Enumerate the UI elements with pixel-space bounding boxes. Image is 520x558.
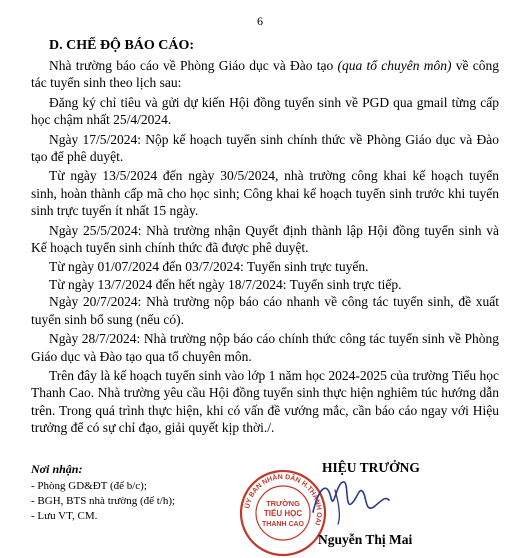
paragraph-public-plan: Từ ngày 13/5/2024 đến ngày 30/5/2024, nhà trường công khai kế hoạch tuyển sinh, hoàn thành cấp mã cho học sinh; Công khai kế hoạch tuyển sinh trước khi tuyển sinh trực tuyến ít nhất 15 ngày. [31, 168, 499, 219]
recipient-item: - Lưu VT, CM. [31, 510, 98, 522]
paragraph-direct-enrollment: Từ ngày 13/7/2024 đến hết ngày 18/7/2024: Tuyển sinh trực tiếp. [49, 276, 402, 292]
body-text [31, 57, 499, 439]
paragraph-decision: Ngày 25/5/2024: Nhà trường nhận Quyết định thành lập Hội đồng tuyển sinh và Kế hoạch tuyển sinh chính thức đã được phê duyệt. [31, 222, 499, 256]
paragraph-quick-report: Ngày 20/7/2024: Nhà trường nộp báo cáo nhanh về công tác tuyển sinh, đề xuất tuyển sinh bổ sung (nếu có). [31, 294, 499, 327]
paragraph-online-enrollment: Từ ngày 01/07/2024 đến 03/7/2024: Tuyển sinh trực tuyến. [49, 259, 369, 275]
recipients-title: Nơi nhận: [31, 462, 83, 476]
seal-ring-text: ỦY BAN NHÂN DÂN H.THANH OAI [244, 473, 323, 526]
intro-text: Nhà trường báo cáo về Phòng Giáo dục và Đào tạo [49, 58, 338, 73]
recipient-item: - BGH, BTS nhà trường (để t/h); [31, 495, 176, 507]
intro-text-end: về công tác tuyển sinh theo lịch sau: [31, 58, 500, 91]
paragraph-plan-submission: Ngày 17/5/2024: Nộp kế hoạch tuyển sinh chính thức về Phòng Giáo dục và Đào tạo để phê duyệt. [31, 131, 499, 165]
paragraph-registration: Đăng ký chỉ tiêu và gửi dự kiến Hội đồng tuyển sinh về PGD qua gmail từng cấp học chậm nhất 25/4/2024. [31, 94, 499, 128]
page-number: 6 [257, 14, 263, 28]
signer-title: HIỆU TRƯỞNG [322, 460, 420, 475]
paragraph-official-report: Ngày 28/7/2024: Nhà trường nộp báo cáo chính thức công tác tuyển sinh về Phòng Giáo dục và Đào tạo qua tổ chuyên môn. [31, 331, 499, 364]
seal-center-line2: TIỂU HỌC [263, 509, 303, 518]
seal-center-line3: THANH CAO [262, 521, 304, 528]
signature-scribble [305, 470, 395, 530]
paragraph-conclusion: Trên đây là kế hoạch tuyển sinh vào lớp 1 năm học 2024-2025 của trường Tiểu học Thanh Cao. Nhà trường yêu cầu Hội đồng tuyển sinh thực hiện nghiêm túc hướng dẫn trên. Trong quá trình thực hiện, khi có vấn đề vướng mắc, cần báo cáo ngay với Hiệu trưởng để có sự chỉ đạo, giải quyết kịp thời./. [31, 367, 499, 436]
intro-paragraph [31, 57, 499, 92]
intro-italic: (qua tổ chuyên môn) [337, 58, 452, 73]
seal-center-line1: TRƯỜNG [266, 499, 300, 508]
signer-name: Nguyễn Thị Mai [318, 532, 413, 547]
section-heading: D. CHẾ ĐỘ BÁO CÁO: [49, 38, 195, 53]
recipient-item: - Phòng GD&ĐT (để b/c); [31, 480, 147, 492]
recipients-block [31, 462, 175, 524]
